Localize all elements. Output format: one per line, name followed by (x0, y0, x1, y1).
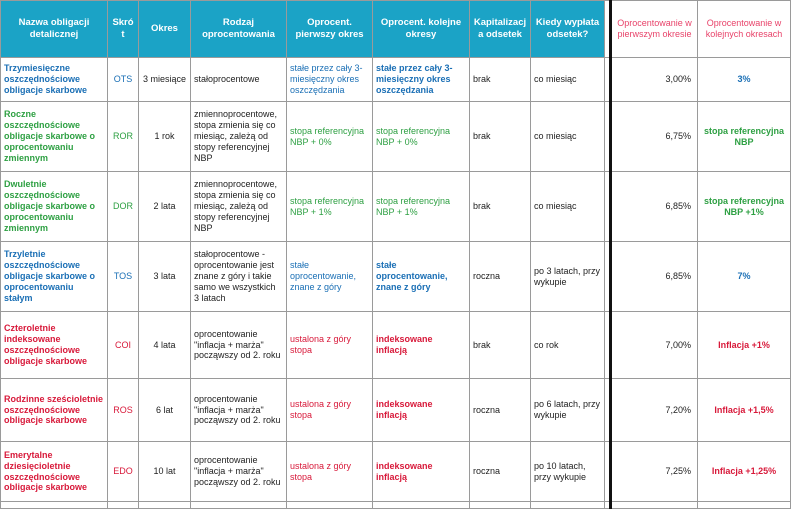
cell-name: Emerytalne dziesięcioletnie oszczędnościowe obligacje skarbowe (1, 442, 108, 502)
cell-next: indeksowane inflacją (373, 379, 470, 442)
cell-period: 3 miesiące (139, 58, 191, 102)
header-period: Okres (139, 1, 191, 58)
cell-cap: brak (470, 102, 531, 172)
cell-cap: roczna (470, 379, 531, 442)
cell-name: Trzyletnie oszczędnościowe obligacje skarbowe o oprocentowaniu stałym (1, 242, 108, 312)
cell-payout: po 3 latach, przy wykupie (531, 242, 605, 312)
table-row (1, 312, 791, 379)
cell-period: 2 lata (139, 172, 191, 242)
cell-period: 1 rok (139, 102, 191, 172)
cell-cap: brak (470, 58, 531, 102)
cell-rate-first: 7,20% (611, 379, 698, 442)
cell-first: stopa referencyjna NBP + 1% (287, 172, 373, 242)
cell-rate-first: 6,75% (611, 102, 698, 172)
cell-first: ustalona z góry stopa (287, 312, 373, 379)
table-row (1, 442, 791, 502)
cell-type: zmiennoprocentowe, stopa zmienia się co miesiąc, zależą od stopy referencyjnej NBP (191, 102, 287, 172)
table-row (1, 102, 791, 172)
cell-abbr: OTS (108, 58, 139, 102)
cell-rate-next: stopa referencyjna NBP +1% (698, 172, 791, 242)
cell-empty (611, 502, 698, 509)
cell-abbr: EDO (108, 442, 139, 502)
header-first: Oprocent. pierwszy okres (287, 1, 373, 58)
cell-payout: po 10 latach, przy wykupie (531, 442, 605, 502)
cell-period: 6 lat (139, 379, 191, 442)
header-rate-next: Oprocentowanie w kolejnych okresach (698, 1, 791, 58)
cell-rate-first: 6,85% (611, 242, 698, 312)
cell-name: Trzymiesięczne oszczędnościowe obligacje skarbowe (1, 58, 108, 102)
cell-empty (470, 502, 531, 509)
cell-type: oprocentowanie "inflacja + marża" począwszy od 2. roku (191, 379, 287, 442)
header-type: Rodzaj oprocentowania (191, 1, 287, 58)
cell-payout: co rok (531, 312, 605, 379)
cell-type: oprocentowanie "inflacja + marża" począwszy od 2. roku (191, 442, 287, 502)
cell-abbr: TOS (108, 242, 139, 312)
cell-empty (373, 502, 470, 509)
cell-rate-next: 3% (698, 58, 791, 102)
cell-rate-next: Inflacja +1,25% (698, 442, 791, 502)
cell-empty (139, 502, 191, 509)
cell-payout: co miesiąc (531, 172, 605, 242)
cell-type: oprocentowanie "inflacja + marża" począwszy od 2. roku (191, 312, 287, 379)
cell-period: 4 lata (139, 312, 191, 379)
cell-name: Rodzinne sześcioletnie oszczędnościowe obligacje skarbowe (1, 379, 108, 442)
cell-next: stałe oprocentowanie, znane z góry (373, 242, 470, 312)
table-row-cut-off (1, 502, 791, 509)
cell-abbr: ROS (108, 379, 139, 442)
cell-abbr: COI (108, 312, 139, 379)
cell-rate-first: 6,85% (611, 172, 698, 242)
header-rate-first: Oprocentowanie w pierwszym okresie (611, 1, 698, 58)
cell-first: stałe oprocentowanie, znane z góry (287, 242, 373, 312)
cell-payout: co miesiąc (531, 102, 605, 172)
cell-rate-first: 7,00% (611, 312, 698, 379)
header-abbr: Skrót (108, 1, 139, 58)
cell-rate-next: Inflacja +1,5% (698, 379, 791, 442)
table-row (1, 379, 791, 442)
header-next: Oprocent. kolejne okresy (373, 1, 470, 58)
cell-rate-next: stopa referencyjna NBP (698, 102, 791, 172)
cell-period: 3 lata (139, 242, 191, 312)
header-payout: Kiedy wypłata odsetek? (531, 1, 605, 58)
cell-next: indeksowane inflacją (373, 442, 470, 502)
cell-empty (108, 502, 139, 509)
cell-type: zmiennoprocentowe, stopa zmienia się co miesiąc, zależą od stopy referencyjnej NBP (191, 172, 287, 242)
table-row (1, 242, 791, 312)
cell-rate-next: 7% (698, 242, 791, 312)
cell-rate-first: 3,00% (611, 58, 698, 102)
cell-first: stałe przez cały 3-miesięczny okres oszczędzania (287, 58, 373, 102)
cell-rate-next: Inflacja +1% (698, 312, 791, 379)
cell-next: stopa referencyjna NBP + 0% (373, 102, 470, 172)
cell-period: 10 lat (139, 442, 191, 502)
table-row (1, 172, 791, 242)
cell-first: ustalona z góry stopa (287, 442, 373, 502)
cell-payout: co miesiąc (531, 58, 605, 102)
table-row (1, 58, 791, 102)
cell-first: ustalona z góry stopa (287, 379, 373, 442)
header-cap: Kapitalizacja odsetek (470, 1, 531, 58)
cell-abbr: ROR (108, 102, 139, 172)
cell-abbr: DOR (108, 172, 139, 242)
cell-cap: brak (470, 172, 531, 242)
cell-cap: brak (470, 312, 531, 379)
header-row (1, 1, 791, 58)
cell-type: stałoprocentowe - oprocentowanie jest znane z góry i takie samo we wszystkich 3 latach (191, 242, 287, 312)
cell-name: Czteroletnie indeksowane oszczędnościowe obligacje skarbowe (1, 312, 108, 379)
cell-type: stałoprocentowe (191, 58, 287, 102)
cell-cap: roczna (470, 442, 531, 502)
cell-next: stopa referencyjna NBP + 1% (373, 172, 470, 242)
cell-empty (531, 502, 605, 509)
cell-empty (698, 502, 791, 509)
cell-name: Roczne oszczędnościowe obligacje skarbowe o oprocentowaniu zmiennym (1, 102, 108, 172)
cell-next: stałe przez cały 3-miesięczny okres oszczędzania (373, 58, 470, 102)
cell-empty (191, 502, 287, 509)
table-body (1, 58, 791, 509)
cell-cap: roczna (470, 242, 531, 312)
cell-name: Dwuletnie oszczędnościowe obligacje skarbowe o oprocentowaniu zmiennym (1, 172, 108, 242)
cell-next: indeksowane inflacją (373, 312, 470, 379)
cell-empty (287, 502, 373, 509)
cell-first: stopa referencyjna NBP + 0% (287, 102, 373, 172)
cell-rate-first: 7,25% (611, 442, 698, 502)
cell-payout: po 6 latach, przy wykupie (531, 379, 605, 442)
header-name: Nazwa obligacji detalicznej (1, 1, 108, 58)
cell-empty (1, 502, 108, 509)
